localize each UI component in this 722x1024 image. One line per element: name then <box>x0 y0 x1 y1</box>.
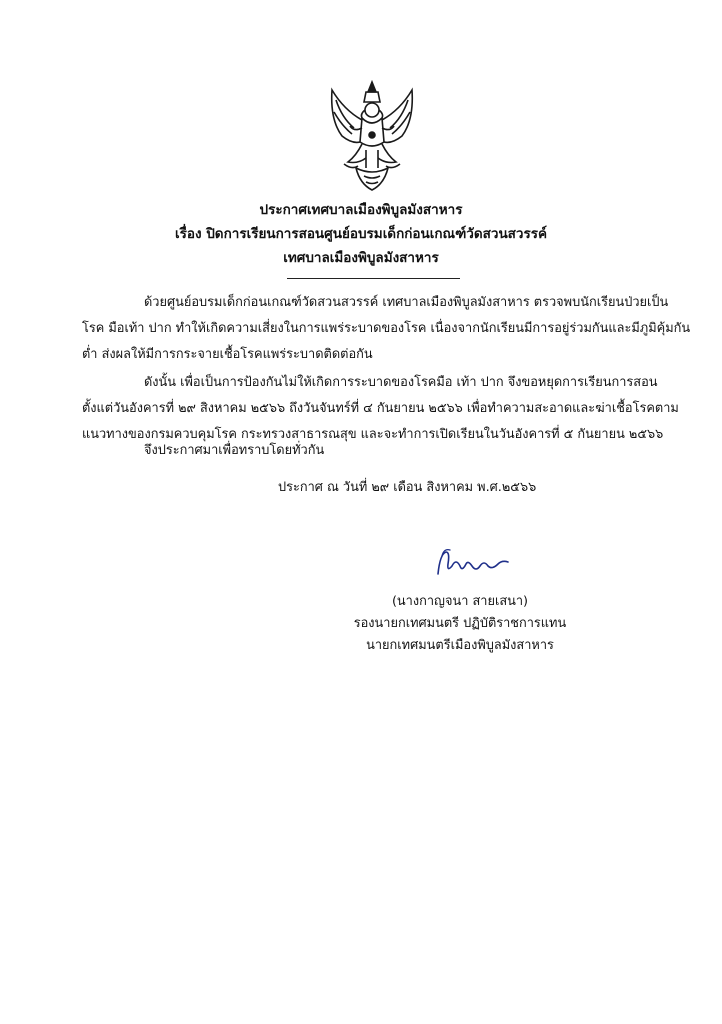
paragraph-1-line-3: ต่ำ ส่งผลให้มีการกระจายเชื้อโรคแพร่ระบาดติดต่อกัน <box>82 347 373 362</box>
signer-position-1: รองนายกเทศมนตรี ปฏิบัติราชการแทน <box>353 616 567 631</box>
signature-image <box>432 544 512 580</box>
paragraph-1-line-2: โรค มือเท้า ปาก ทำให้เกิดความเสี่ยงในการแพร่ระบาดของโรค เนื่องจากนักเรียนมีการอยู่ร่วมกันและมีภูมิคุ้มกัน <box>82 321 691 336</box>
announcement-subject: เรื่อง ปิดการเรียนการสอนศูนย์อบรมเด็กก่อนเกณฑ์วัดสวนสวรรค์ <box>174 226 548 242</box>
announcement-date: ประกาศ ณ วันที่ ๒๙ เดือน สิงหาคม พ.ศ.๒๕๖๖ <box>278 480 537 495</box>
signer-name: (นางกาญจนา สายเสนา) <box>391 594 529 609</box>
paragraph-2-line-3: แนวทางของกรมควบคุมโรค กระทรวงสาธารณสุข และจะทำการเปิดเรียนในวันอังคารที่ ๕ กันยายน ๒๕๖๖ <box>82 427 664 442</box>
closing-line: จึงประกาศมาเพื่อทราบโดยทั่วกัน <box>144 443 325 458</box>
paragraph-2-line-1: ดังนั้น เพื่อเป็นการป้องกันไม่ให้เกิดการระบาดของโรคมือ เท้า ปาก จึงขอหยุดการเรียนการสอน <box>144 375 658 390</box>
paragraph-3 <box>82 438 648 464</box>
paragraph-2-line-2: ตั้งแต่วันอังคารที่ ๒๙ สิงหาคม ๒๕๖๖ ถึงวันจันทร์ที่ ๔ กันยายน ๒๕๖๖ เพื่อทำความสะอาดและฆ่าเชื้อโรคตาม <box>82 401 679 416</box>
paragraph-2 <box>82 370 679 448</box>
announcement-issuer: เทศบาลเมืองพิบูลมังสาหาร <box>283 250 439 266</box>
signer-position-2: นายกเทศมนตรีเมืองพิบูลมังสาหาร <box>366 638 554 653</box>
announcement-title: ประกาศเทศบาลเมืองพิบูลมังสาหาร <box>259 202 463 218</box>
paragraph-1 <box>82 290 691 368</box>
heading-divider <box>287 278 460 279</box>
paragraph-1-line-1: ด้วยศูนย์อบรมเด็กก่อนเกณฑ์วัดสวนสวรรค์ เทศบาลเมืองพิบูลมังสาหาร ตรวจพบนักเรียนป่วยเป็น <box>144 295 669 310</box>
garuda-emblem-icon <box>322 80 422 192</box>
